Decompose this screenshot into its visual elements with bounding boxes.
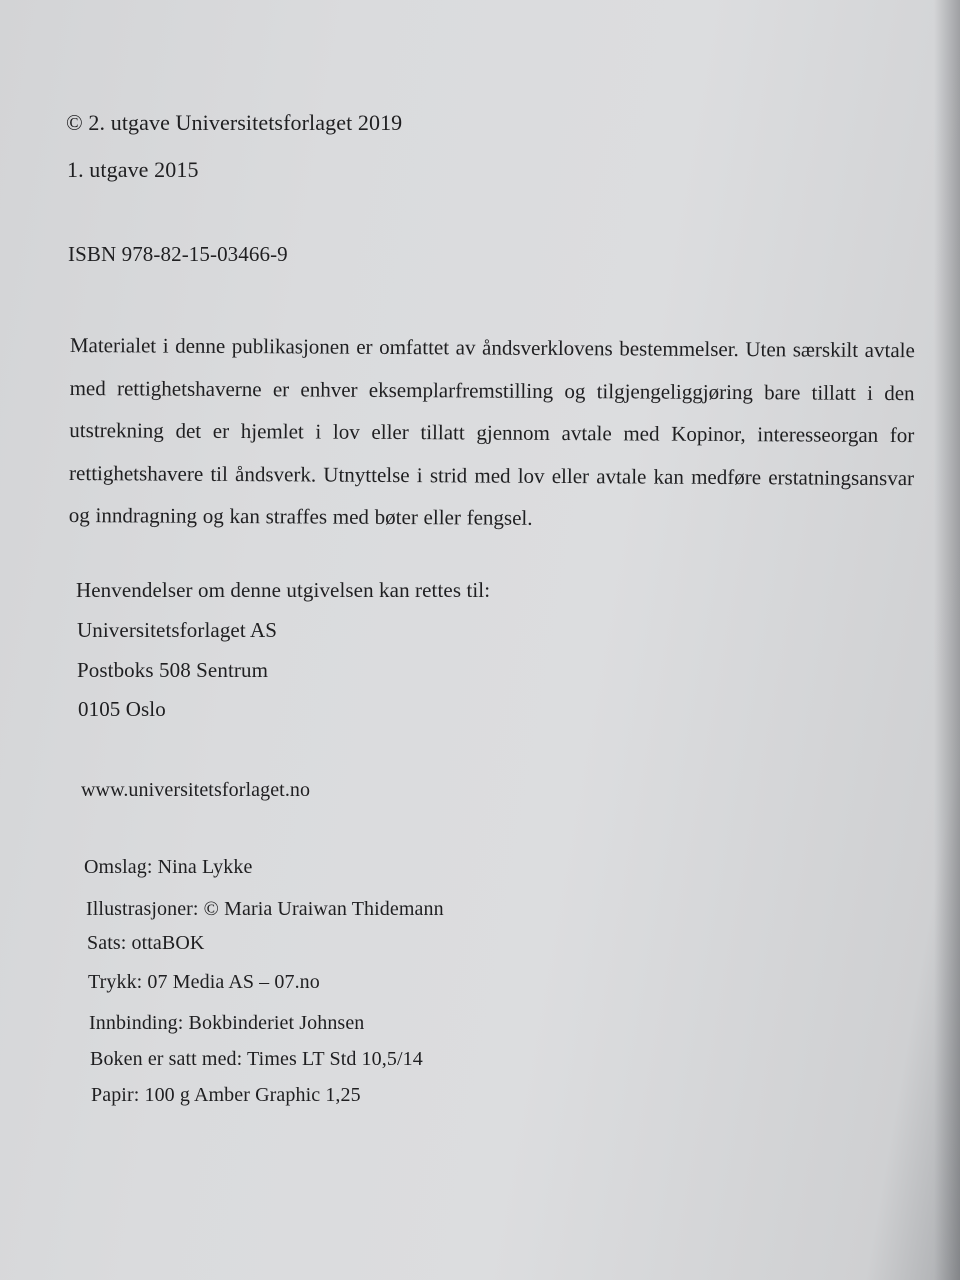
first-edition-line: 1. utgave 2015 [67, 157, 199, 182]
colophon-font: Boken er satt med: Times LT Std 10,5/14 [90, 1048, 423, 1070]
colophon-binding: Innbinding: Bokbinderiet Johnsen [89, 1012, 365, 1034]
publisher-website: www.universitetsforlaget.no [81, 779, 311, 801]
colophon-paper: Papir: 100 g Amber Graphic 1,25 [91, 1084, 361, 1106]
colophon-printing: Trykk: 07 Media AS – 07.no [88, 971, 320, 993]
copyright-line: © 2. utgave Universitetsforlaget 2019 [66, 110, 403, 135]
postbox-address: Postboks 508 Sentrum [77, 658, 269, 682]
legal-notice-paragraph: Materialet i denne publikasjonen er omfattet av åndsverklovens bestemmelser. Uten særskilt avtale med rettighetshaverne er enhver eksemplarfremstilling og tilgjengeliggjøring bare tillatt i den utstrekning det er hjemlet i lov eller tillatt gjennom avtale med Kopinor, interesseorgan for rettighetshavere til åndsverk. Utnyttelse i strid med lov eller avtale kan medføre erstatningsansvar og inndragning og kan straffes med bøter eller fengsel. [68, 332, 915, 530]
contact-intro: Henvendelser om denne utgivelsen kan rettes til: [76, 578, 491, 602]
isbn-line: ISBN 978-82-15-03466-9 [68, 242, 288, 266]
publisher-name: Universitetsforlaget AS [77, 618, 278, 642]
page-edge-shadow [934, 0, 960, 1280]
colophon-illustrations: Illustrasjoner: © Maria Uraiwan Thidemann [86, 898, 444, 920]
postal-city: 0105 Oslo [78, 697, 166, 721]
colophon-typesetting: Sats: ottaBOK [87, 932, 205, 954]
colophon-cover: Omslag: Nina Lykke [84, 856, 253, 878]
